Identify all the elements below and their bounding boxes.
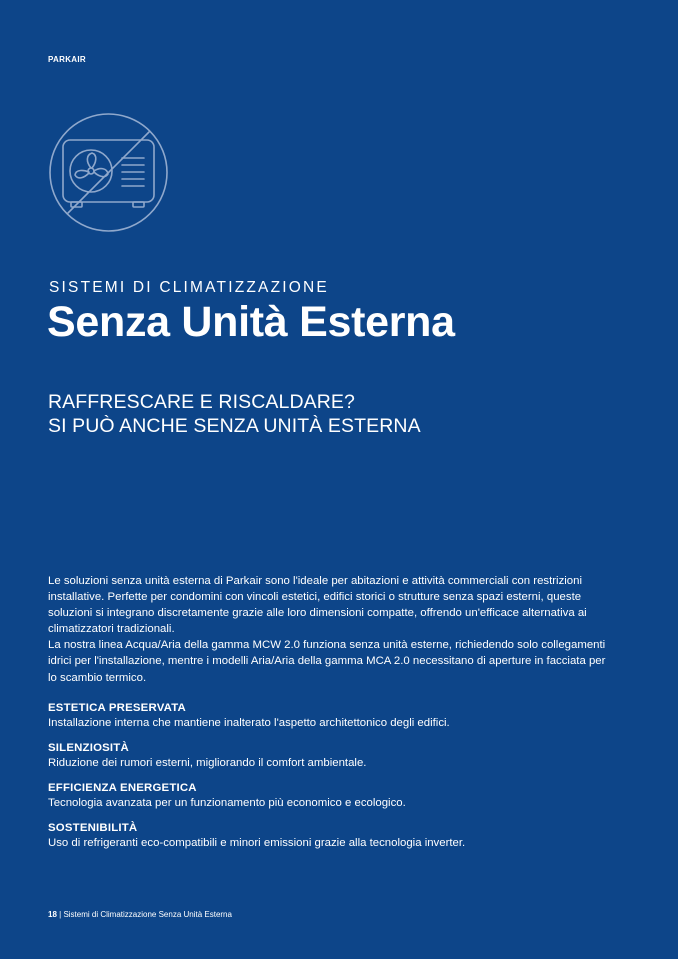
features-list [48, 701, 628, 861]
subtitle-line-2: SI PUÒ ANCHE SENZA UNITÀ ESTERNA [48, 415, 421, 437]
page-number: 18 [48, 910, 57, 919]
page-footer [48, 910, 232, 919]
intro-text [48, 573, 608, 686]
feature-title: SILENZIOSITÀ [48, 742, 129, 754]
feature-text: Riduzione dei rumori esterni, migliorando il comfort ambientale. [48, 757, 367, 769]
feature-text: Tecnologia avanzata per un funzionamento più economico e ecologico. [48, 797, 406, 809]
section-eyebrow: SISTEMI DI CLIMATIZZAZIONE [49, 279, 329, 296]
unit-foot-right [133, 202, 144, 207]
feature-item [48, 741, 628, 771]
brand-label: PARKAIR [48, 55, 86, 64]
fan-grille [70, 150, 112, 192]
vent-lines [122, 158, 144, 186]
feature-text: Installazione interna che mantiene inalterato l'aspetto architettonico degli edifici. [48, 717, 450, 729]
intro-paragraph-2: La nostra linea Acqua/Aria della gamma MCW 2.0 funziona senza unità esterne, richiedendo solo collegamenti idrici per l'installazione, mentre i modelli Aria/Aria della gamma MCA 2.0 necessitano di aperture in facciata per lo scambio termico. [48, 639, 606, 684]
feature-text: Uso di refrigeranti eco-compatibili e minori emissioni grazie alla tecnologia inverter. [48, 837, 466, 849]
page-title: Senza Unità Esterna [47, 298, 455, 346]
feature-item [48, 701, 628, 731]
feature-title: ESTETICA PRESERVATA [48, 702, 186, 714]
subtitle [48, 390, 421, 438]
subtitle-line-1: RAFFRESCARE E RISCALDARE? [48, 391, 355, 413]
feature-item [48, 781, 628, 811]
feature-item [48, 821, 628, 851]
footer-section: Sistemi di Climatizzazione Senza Unità Esterna [63, 910, 232, 919]
no-outdoor-unit-icon [48, 112, 169, 233]
intro-paragraph-1: Le soluzioni senza unità esterna di Parkair sono l'ideale per abitazioni e attività commerciali con restrizioni installative. Perfette per condomini con vincoli estetici, edifici storici o strutture senza spazi esterni, queste soluzioni si integrano discretamente grazie alle loro dimensioni compatte, offrendo un'efficace alternativa ai climatizzatori tradizionali. [48, 575, 587, 636]
footer-separator: | [56, 910, 64, 919]
feature-title: SOSTENIBILITÀ [48, 822, 138, 834]
feature-title: EFFICIENZA ENERGETICA [48, 782, 197, 794]
